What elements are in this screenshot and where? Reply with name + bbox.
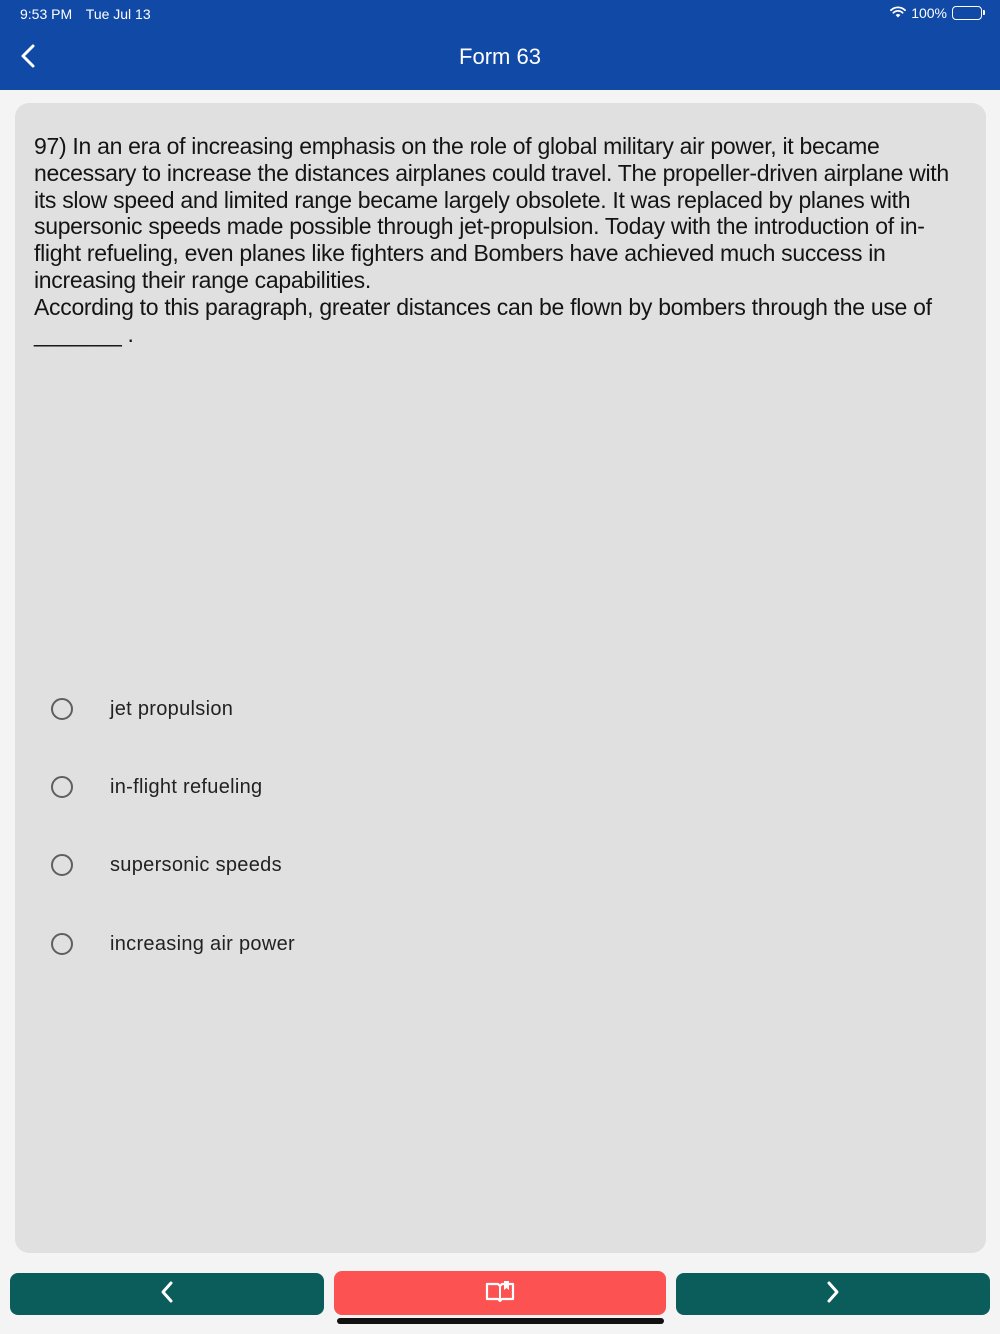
option-label: in-flight refueling bbox=[110, 775, 263, 798]
next-question-button[interactable] bbox=[676, 1273, 990, 1315]
option-3[interactable] bbox=[51, 845, 551, 885]
battery-percent: 100% bbox=[911, 5, 947, 21]
question-card bbox=[15, 103, 986, 1253]
option-1[interactable] bbox=[51, 689, 551, 729]
status-bar-right bbox=[890, 5, 982, 21]
option-label: jet propulsion bbox=[110, 697, 234, 720]
radio-button[interactable] bbox=[51, 854, 73, 876]
app-header bbox=[0, 0, 1000, 90]
home-indicator[interactable] bbox=[337, 1318, 664, 1324]
option-label: supersonic speeds bbox=[110, 853, 282, 876]
bottom-toolbar bbox=[0, 1270, 1000, 1334]
radio-button[interactable] bbox=[51, 933, 73, 955]
page-title: Form 63 bbox=[459, 44, 541, 69]
previous-question-button[interactable] bbox=[10, 1273, 324, 1315]
status-date: Tue Jul 13 bbox=[85, 6, 151, 22]
status-bar-time bbox=[20, 6, 161, 22]
wifi-icon bbox=[890, 5, 906, 21]
option-label: increasing air power bbox=[110, 932, 295, 955]
question-text bbox=[34, 133, 969, 347]
book-icon bbox=[485, 1279, 515, 1308]
chevron-left-icon bbox=[159, 1280, 175, 1309]
chevron-right-icon bbox=[825, 1280, 841, 1309]
question-body: 97) In an era of increasing emphasis on the role of global military air power, it became necessary to increase the distances airplanes could travel. The propeller-driven airplane with its slow speed and limited range became largely obsolete. It was replaced by planes with supersonic speeds made possible through jet-propulsion. Today with the introduction of in-flight refueling, even planes like fighters and Bombers have achieved much success in increasing their range capabilities. According to this paragraph, greater distances can be flown by bombers through the use of _______ . bbox=[34, 133, 949, 347]
option-4[interactable] bbox=[51, 924, 551, 964]
status-time: 9:53 PM bbox=[20, 6, 73, 22]
radio-button[interactable] bbox=[51, 698, 73, 720]
explanation-button[interactable] bbox=[334, 1271, 666, 1315]
option-2[interactable] bbox=[51, 767, 551, 807]
radio-button[interactable] bbox=[51, 776, 73, 798]
battery-icon bbox=[952, 6, 982, 20]
